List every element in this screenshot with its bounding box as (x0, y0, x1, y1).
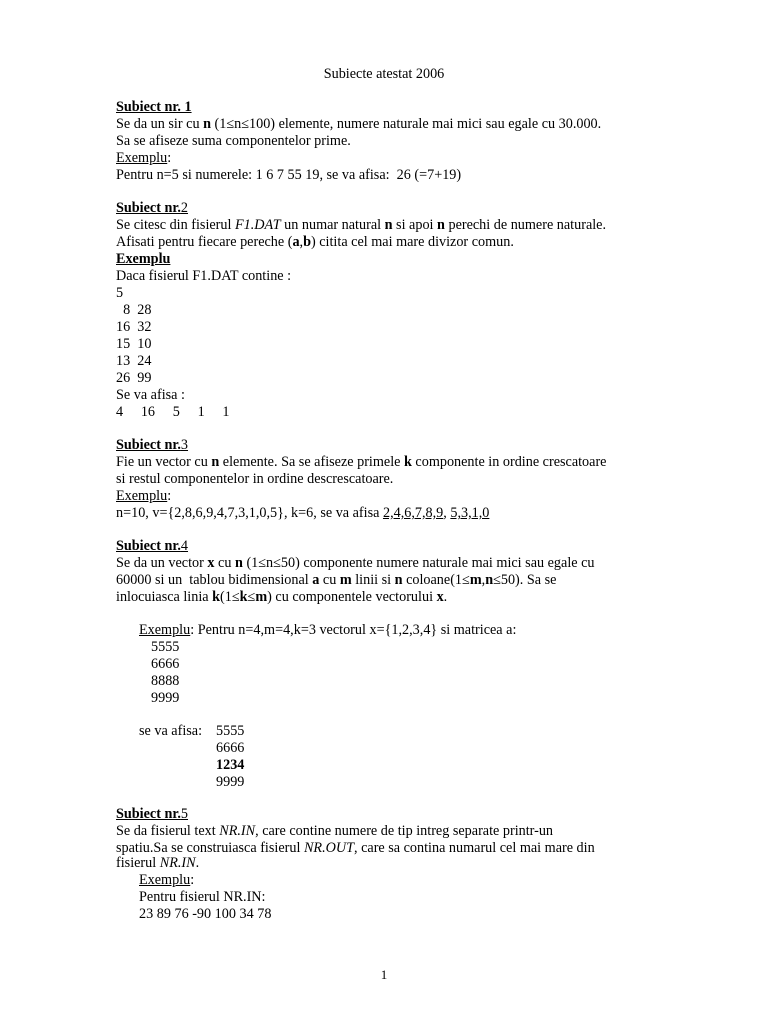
subject-3-line-2: si restul componentelor in ordine descrescatoare. (116, 471, 394, 487)
result-row-highlighted: 1234 (216, 757, 245, 773)
subject-5-line-2: spatiu.Sa se construiasca fisierul NR.OUT, care sa contina numarul cel mai mare din (116, 840, 595, 856)
subject-5-file-line: Pentru fisierul NR.IN: (139, 889, 266, 905)
subject-4-line-3: inlocuiasca linia k(1≤k≤m) cu componentele vectorului x. (116, 589, 448, 605)
subject-4-heading: Subiect nr.4 (116, 538, 189, 554)
subject-2-output: 4 16 5 1 1 (116, 404, 230, 420)
subject-1-example-label: Exemplu: (116, 150, 172, 166)
subject-1-line-2: Sa se afiseze suma componentelor prime. (116, 133, 351, 149)
subject-2-output-label: Se va afisa : (116, 387, 185, 403)
subject-4-output-label: se va afisa: (139, 723, 203, 739)
result-row: 9999 (216, 774, 245, 790)
subject-4-line-2: 60000 si un tablou bidimensional a cu m linii si n coloane(1≤m,n≤50). Sa se (116, 572, 557, 588)
page-title: Subiecte atestat 2006 (323, 66, 445, 82)
subject-3-example-text: n=10, v={2,8,6,9,4,7,3,1,0,5}, k=6, se va afisa 2,4,6,7,8,9, 5,3,1,0 (116, 505, 490, 521)
data-line: 5 (116, 285, 124, 301)
page-number: 1 (380, 967, 388, 982)
matrix-row: 9999 (151, 690, 180, 706)
subject-1-line-1: Se da un sir cu n (1≤n≤100) elemente, numere naturale mai mici sau egale cu 30.000. (116, 116, 602, 132)
subject-5-line-3: fisierul NR.IN. (116, 855, 200, 871)
subject-2-example-label: Exemplu (116, 251, 171, 267)
matrix-row: 6666 (151, 656, 180, 672)
matrix-row: 5555 (151, 639, 180, 655)
subject-2-line-2: Afisati pentru fiecare pereche (a,b) citita cel mai mare divizor comun. (116, 234, 514, 250)
matrix-row: 8888 (151, 673, 180, 689)
result-row: 6666 (216, 740, 245, 756)
data-line: 8 28 (116, 302, 152, 318)
subject-3-heading: Subiect nr.3 (116, 437, 189, 453)
subject-1-heading: Subiect nr. 1 (116, 99, 192, 115)
data-line: 16 32 (116, 319, 152, 335)
subject-2-file-line: Daca fisierul F1.DAT contine : (116, 268, 292, 284)
subject-1-example-text: Pentru n=5 si numerele: 1 6 7 55 19, se va afisa: 26 (=7+19) (116, 167, 462, 183)
subject-2-heading: Subiect nr.2 (116, 200, 189, 216)
subject-4-line-1: Se da un vector x cu n (1≤n≤50) componente numere naturale mai mici sau egale cu (116, 555, 595, 571)
subject-5-example-label: Exemplu: (139, 872, 195, 888)
data-line: 15 10 (116, 336, 152, 352)
subject-3-line-1: Fie un vector cu n elemente. Sa se afiseze primele k componente in ordine crescatoare (116, 454, 607, 470)
subject-5-numbers: 23 89 76 -90 100 34 78 (139, 906, 272, 922)
subject-3-example-label: Exemplu: (116, 488, 172, 504)
subject-5-heading: Subiect nr.5 (116, 806, 189, 822)
result-row: 5555 (216, 723, 245, 739)
subject-4-example-line: Exemplu: Pentru n=4,m=4,k=3 vectorul x={1,2,3,4} si matricea a: (139, 622, 517, 638)
data-line: 26 99 (116, 370, 152, 386)
subject-2-line-1: Se citesc din fisierul F1.DAT un numar natural n si apoi n perechi de numere naturale. (116, 217, 607, 233)
subject-5-line-1: Se da fisierul text NR.IN, care contine numere de tip intreg separate printr-un (116, 823, 554, 839)
data-line: 13 24 (116, 353, 152, 369)
